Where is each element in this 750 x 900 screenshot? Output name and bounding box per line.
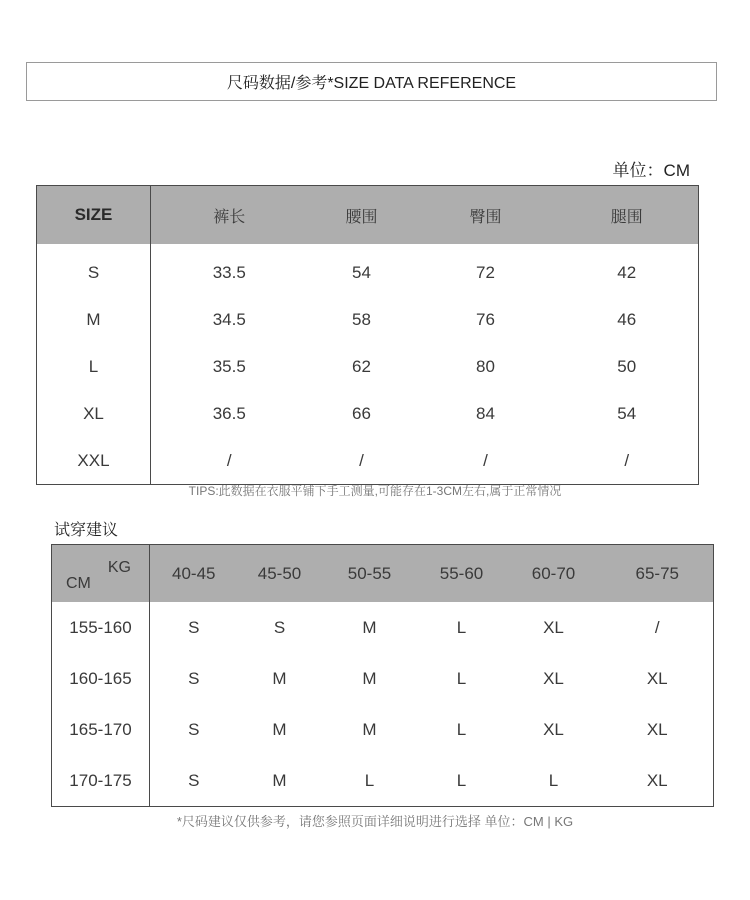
size-cell: L bbox=[456, 668, 467, 688]
size-cell: XL bbox=[543, 617, 564, 637]
hip-cell: / bbox=[483, 450, 488, 470]
size-cell: S bbox=[188, 719, 200, 739]
waist-header: 腰围 bbox=[308, 186, 416, 245]
unit-label: 单位：CM bbox=[612, 161, 690, 180]
table-row bbox=[52, 704, 714, 755]
footnote: *尺码建议仅供参考，请您参照页面详细说明进行选择 单位：CM | KG bbox=[176, 814, 574, 829]
size-cell: S bbox=[273, 617, 286, 637]
height-cell: 170-175 bbox=[52, 755, 150, 807]
length-cell: 34.5 bbox=[212, 309, 246, 329]
hip-cell: 84 bbox=[476, 403, 495, 423]
weight-header: 40-45 bbox=[150, 545, 238, 603]
size-table-header-row bbox=[37, 186, 699, 245]
size-cell: S bbox=[188, 617, 200, 637]
table-row bbox=[37, 437, 699, 485]
thigh-cell: 50 bbox=[617, 356, 637, 376]
size-cell: M bbox=[272, 719, 287, 739]
size-cell: M bbox=[272, 668, 287, 688]
size-cell: XL bbox=[646, 668, 668, 688]
table-row bbox=[52, 653, 714, 704]
hip-header: 臀围 bbox=[416, 186, 556, 245]
height-cell: 160-165 bbox=[52, 653, 150, 704]
thigh-header: 腿围 bbox=[556, 186, 699, 245]
page-title bbox=[26, 62, 717, 101]
height-cell: 155-160 bbox=[52, 602, 150, 653]
size-cell: S bbox=[188, 770, 200, 790]
size-cell: S bbox=[37, 244, 151, 296]
size-cell: L bbox=[37, 343, 151, 390]
hip-cell: 80 bbox=[476, 356, 495, 376]
waist-cell: 62 bbox=[352, 356, 371, 376]
cm-label: CM bbox=[66, 575, 91, 592]
weight-header: 55-60 bbox=[418, 545, 506, 603]
size-cell: L bbox=[456, 719, 467, 739]
waist-cell: 66 bbox=[352, 403, 371, 423]
table-row bbox=[37, 390, 699, 437]
size-cell: L bbox=[364, 770, 375, 790]
size-cell: XXL bbox=[37, 437, 151, 485]
size-cell: L bbox=[456, 770, 467, 790]
size-data-table bbox=[36, 185, 699, 485]
length-cell: 33.5 bbox=[212, 262, 246, 282]
table-row bbox=[52, 602, 714, 653]
size-cell: XL bbox=[646, 719, 668, 739]
size-cell: M bbox=[362, 617, 377, 637]
size-cell: M bbox=[37, 296, 151, 343]
length-cell: 35.5 bbox=[212, 356, 246, 376]
size-cell: M bbox=[362, 668, 377, 688]
thigh-cell: 46 bbox=[617, 309, 637, 329]
weight-header: 45-50 bbox=[238, 545, 322, 603]
size-cell: XL bbox=[646, 770, 668, 790]
waist-cell: 54 bbox=[352, 262, 371, 282]
thigh-cell: 54 bbox=[617, 403, 637, 423]
size-cell: S bbox=[188, 668, 200, 688]
size-cell: XL bbox=[37, 390, 151, 437]
fit-suggestion-title: 试穿建议 bbox=[54, 522, 119, 539]
corner-header bbox=[52, 545, 150, 603]
weight-header: 50-55 bbox=[322, 545, 418, 603]
size-header: SIZE bbox=[37, 186, 151, 245]
waist-cell: 58 bbox=[352, 309, 371, 329]
table-row bbox=[37, 343, 699, 390]
size-cell: M bbox=[272, 770, 287, 790]
size-cell: L bbox=[456, 617, 467, 637]
thigh-cell: / bbox=[624, 450, 630, 470]
size-cell: L bbox=[548, 770, 559, 790]
table-row bbox=[37, 296, 699, 343]
fit-suggestion-table bbox=[51, 544, 714, 807]
size-cell: M bbox=[362, 719, 377, 739]
length-cell: 36.5 bbox=[212, 403, 246, 423]
waist-cell: / bbox=[359, 450, 364, 470]
size-cell: XL bbox=[543, 668, 564, 688]
height-cell: 165-170 bbox=[52, 704, 150, 755]
thigh-cell: 42 bbox=[617, 262, 637, 282]
kg-label: KG bbox=[107, 559, 131, 576]
length-cell: / bbox=[226, 450, 232, 470]
weight-header: 60-70 bbox=[506, 545, 602, 603]
size-cell: XL bbox=[543, 719, 564, 739]
fit-table-header-row bbox=[52, 545, 714, 603]
table-row bbox=[37, 244, 699, 296]
page-title-text: 尺码数据/参考*SIZE DATA REFERENCE bbox=[226, 75, 517, 92]
length-header: 裤长 bbox=[151, 186, 308, 245]
tips-note: TIPS:此数据在衣服平铺下手工测量,可能存在1-3CM左右,属于正常情况 bbox=[188, 484, 562, 498]
size-cell: / bbox=[654, 617, 660, 637]
table-row bbox=[52, 755, 714, 807]
hip-cell: 72 bbox=[476, 262, 495, 282]
hip-cell: 76 bbox=[476, 309, 495, 329]
weight-header: 65-75 bbox=[602, 545, 714, 603]
